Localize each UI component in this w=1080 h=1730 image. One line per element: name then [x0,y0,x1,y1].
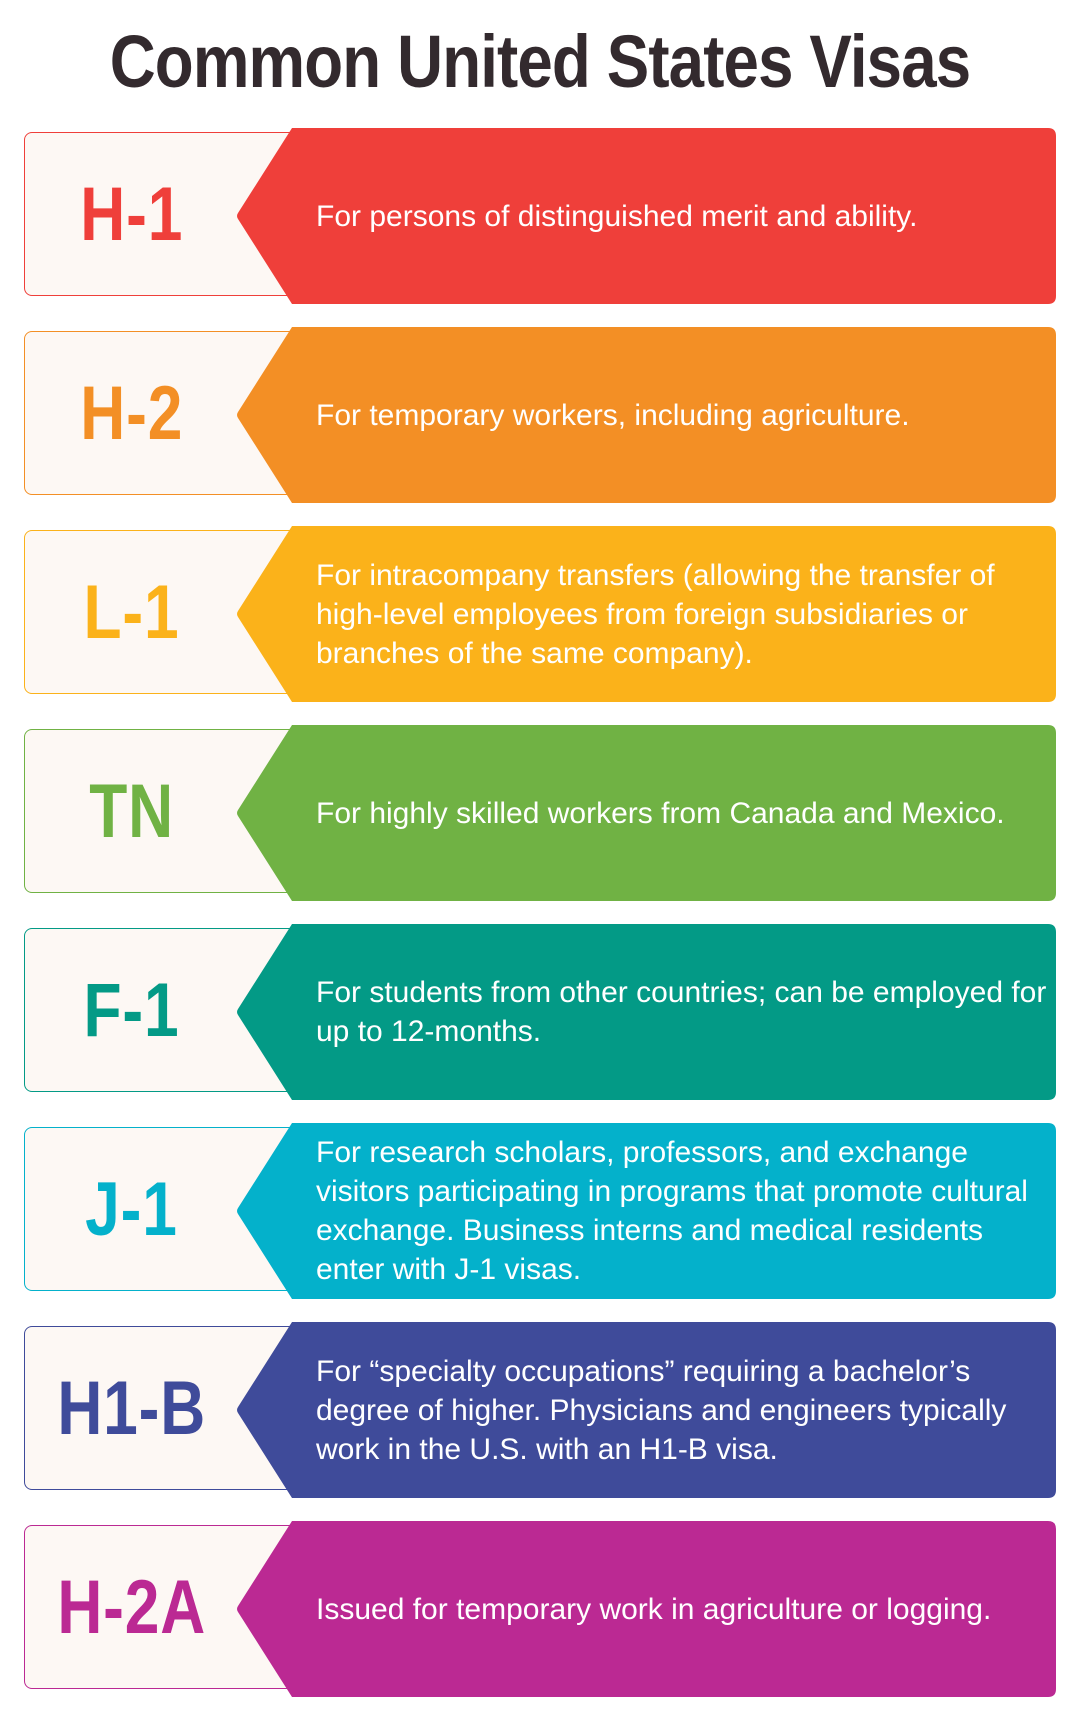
visa-code: L-1 [83,569,180,655]
page-title: Common United States Visas [109,20,971,103]
visa-description: For highly skilled workers from Canada and Mexico. [316,796,1005,830]
visa-description: Issued for temporary work in agriculture or logging. [316,1592,992,1626]
visa-row [24,1322,1056,1498]
visa-row [24,1123,1056,1299]
visa-description: For “specialty occupations” requiring a bachelor’s degree of higher. Physicians and engineers typically work in the U.S. with an H1-B visa. [316,1354,1007,1466]
visa-code: H-2 [80,370,183,456]
visa-row [24,924,1056,1100]
visa-code: J-1 [85,1166,178,1252]
visa-code: H-2A [57,1564,206,1650]
visa-code: TN [89,768,174,854]
visa-description: For research scholars, professors, and exchange visitors participating in programs that promote cultural exchange. Business interns and medical residents enter with J-1 visas. [316,1136,1028,1286]
visa-row [24,327,1056,503]
visa-row [24,725,1056,901]
visa-code: H-1 [80,171,183,257]
visa-row [24,526,1056,702]
visa-code: H1-B [57,1365,206,1451]
visa-description: For persons of distinguished merit and ability. [316,199,918,233]
visa-row [24,1521,1056,1697]
visa-description: For students from other countries; can be employed for up to 12-months. [316,976,1047,1048]
visa-description: For temporary workers, including agriculture. [316,398,910,432]
visa-code: F-1 [83,967,180,1053]
visa-description: For intracompany transfers (allowing the transfer of high-level employees from foreign subsidiaries or branches of the same company). [316,558,995,670]
visa-row [24,128,1056,304]
